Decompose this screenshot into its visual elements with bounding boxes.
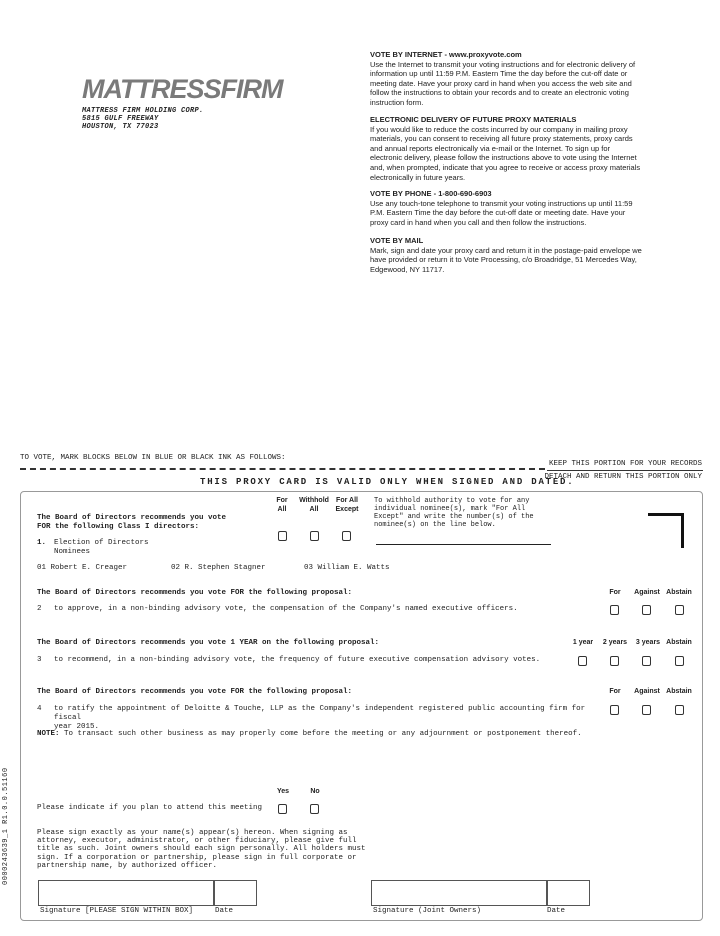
p2-checkbox-against[interactable]: [642, 605, 651, 615]
date-label: Date: [215, 907, 234, 915]
proposal3-number: 3: [37, 656, 42, 664]
p3-checkbox-1year[interactable]: [578, 656, 587, 666]
p4-header-abstain: Abstain: [666, 688, 692, 695]
signature-box[interactable]: [38, 880, 214, 906]
corner-mark: [648, 513, 684, 548]
header-yes: Yes: [276, 788, 290, 795]
joint-signature-box[interactable]: [371, 880, 547, 906]
p4-checkbox-for[interactable]: [610, 705, 619, 715]
p2-checkbox-for[interactable]: [610, 605, 619, 615]
proposal1-number: 1.: [37, 539, 47, 547]
proposal2-number: 2: [37, 605, 42, 613]
proposal1-recommend: The Board of Directors recommends you vote FOR the following Class I directors:: [37, 514, 227, 531]
p3-header-1year: 1 year: [572, 639, 594, 646]
detach-line: [20, 468, 545, 470]
proposal4-number: 4: [37, 705, 42, 713]
note: NOTE: To transact such other business as may properly come before the meeting or any adjournment or postponement thereof.: [37, 730, 582, 738]
checkbox-attend-no[interactable]: [310, 804, 319, 814]
vote-by-phone: VOTE BY PHONE - 1-800-690-6903 Use any touch-tone telephone to transmit your voting instructions up until 11:59 P.M. Eastern Time the day before the cut-off date or meeting date. Have your proxy card in hand when you call and then follow the instructions.: [370, 189, 633, 227]
except-nominee-line[interactable]: [376, 544, 551, 545]
p4-header-for: For: [609, 688, 621, 695]
checkbox-for-all[interactable]: [278, 531, 287, 541]
checkbox-withhold-all[interactable]: [310, 531, 319, 541]
nominee-3: 03 William E. Watts: [304, 564, 390, 572]
company-address: MATTRESS FIRM HOLDING CORP. 5815 GULF FREEWAY HOUSTON, TX 77023: [82, 107, 204, 131]
proposal2-text: to approve, in a non-binding advisory vote, the compensation of the Company's named executive officers.: [54, 605, 518, 613]
electronic-delivery: ELECTRONIC DELIVERY OF FUTURE PROXY MATERIALS If you would like to reduce the costs incurred by our company in mailing proxy materials, you can consent to receiving all future proxy statements, proxy cards and annual reports electronically via e-mail or the Internet. To sign up for electronic delivery, please follow the instructions above to vote using the Internet and, when prompted, indicate that you agree to receive or access proxy materials electronically in future years.: [370, 115, 641, 182]
p2-header-for: For: [609, 589, 621, 596]
proposal4-text: to ratify the appointment of Deloitte & Touche, LLP as the Company's independent registered public accounting firm for fiscal year 2015.: [54, 705, 586, 731]
p3-checkbox-abstain[interactable]: [675, 656, 684, 666]
p2-header-abstain: Abstain: [666, 589, 692, 596]
p2-header-against: Against: [634, 589, 660, 596]
nominee-2: 02 R. Stephen Stagner: [171, 564, 266, 572]
joint-date-box[interactable]: [547, 880, 590, 906]
keep-portion-label: KEEP THIS PORTION FOR YOUR RECORDS: [548, 460, 702, 468]
p4-checkbox-against[interactable]: [642, 705, 651, 715]
signature-label: Signature [PLEASE SIGN WITHIN BOX]: [40, 907, 194, 915]
p2-checkbox-abstain[interactable]: [675, 605, 684, 615]
proposal3-text: to recommend, in a non-binding advisory vote, the frequency of future executive compensation advisory votes.: [54, 656, 541, 664]
p3-checkbox-3years[interactable]: [642, 656, 651, 666]
detach-portion-label: DETACH AND RETURN THIS PORTION ONLY: [544, 473, 702, 481]
proposal1-text: Election of Directors Nominees: [54, 539, 149, 556]
p4-header-against: Against: [634, 688, 660, 695]
joint-signature-label: Signature (Joint Owners): [373, 907, 482, 915]
ink-instructions: TO VOTE, MARK BLOCKS BELOW IN BLUE OR BLACK INK AS FOLLOWS:: [20, 454, 286, 462]
withhold-note: To withhold authority to vote for any individual nominee(s), mark "For All Except" and write the number(s) of the nominee(s) on the line below.: [374, 497, 534, 529]
joint-date-label: Date: [547, 907, 566, 915]
checkbox-for-all-except[interactable]: [342, 531, 351, 541]
vote-by-mail: VOTE BY MAIL Mark, sign and date your proxy card and return it in the postage-paid envelope we have provided or return it to Vote Processing, c/o Broadridge, 51 Mercedes Way, Edgewood, NY 11717.: [370, 236, 642, 274]
header-for-all-except: For All Except: [335, 497, 359, 513]
proposal4-recommend: The Board of Directors recommends you vote FOR the following proposal:: [37, 688, 353, 696]
valid-notice: THIS PROXY CARD IS VALID ONLY WHEN SIGNED AND DATED.: [200, 477, 575, 487]
p3-checkbox-2years[interactable]: [610, 656, 619, 666]
side-code: 0000243639_1 R1.0.0.51160: [2, 767, 10, 885]
attend-question: Please indicate if you plan to attend this meeting: [37, 804, 263, 812]
p3-header-2years: 2 years: [602, 639, 628, 646]
proposal3-recommend: The Board of Directors recommends you vote 1 YEAR on the following proposal:: [37, 639, 380, 647]
vote-by-internet: VOTE BY INTERNET - www.proxyvote.com Use the Internet to transmit your voting instructions and for electronic delivery of information up until 11:59 P.M. Eastern Time the day before the cut-off date or meeting date. Have your proxy card in hand when you access the web site and follow the instructions to obtain your records and to create an electronic voting instruction form.: [370, 50, 636, 107]
p4-checkbox-abstain[interactable]: [675, 705, 684, 715]
p3-header-abstain: Abstain: [666, 639, 692, 646]
header-withhold-all: Withhold All: [299, 497, 329, 513]
keep-underline: [547, 470, 703, 471]
header-for-all: For All: [276, 497, 288, 513]
company-logo: MATTRESSFIRM: [82, 74, 283, 104]
date-box[interactable]: [214, 880, 257, 906]
checkbox-attend-yes[interactable]: [278, 804, 287, 814]
header-no: No: [310, 788, 320, 795]
proposal2-recommend: The Board of Directors recommends you vote FOR the following proposal:: [37, 589, 353, 597]
sign-instructions: Please sign exactly as your name(s) appear(s) hereon. When signing as attorney, executor, administrator, or other fiduciary, please give full title as such. Joint owners should each sign personally. All holders must sign. If a corporation or partnership, please sign in full corporate or partnership name, by authorized officer.: [37, 829, 366, 870]
nominee-1: 01 Robert E. Creager: [37, 564, 128, 572]
p3-header-3years: 3 years: [635, 639, 661, 646]
